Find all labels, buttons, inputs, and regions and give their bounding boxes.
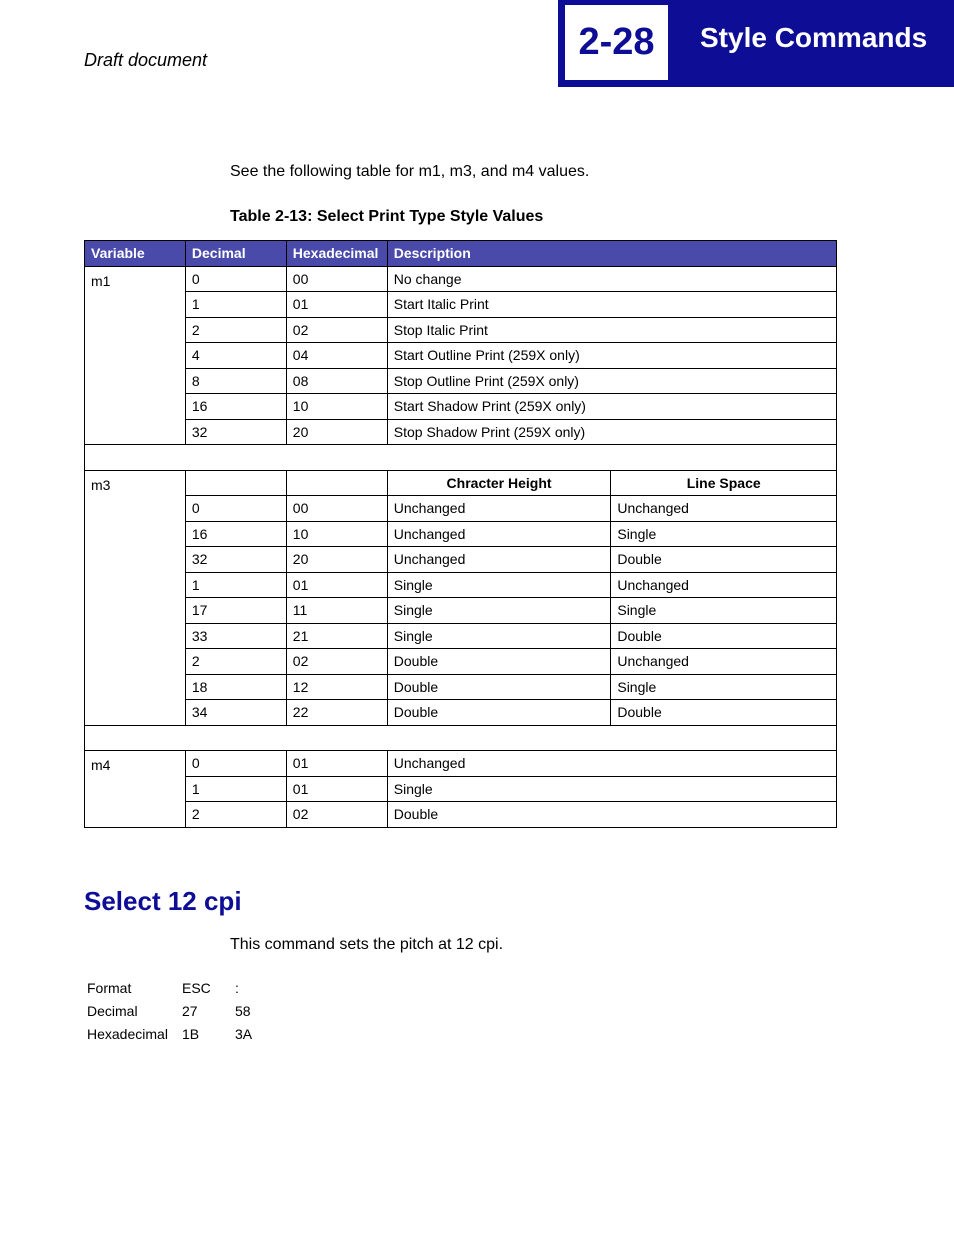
line-space-cell: Unchanged xyxy=(611,649,837,675)
description-cell: Stop Shadow Print (259X only) xyxy=(387,419,836,445)
format-table xyxy=(84,976,268,1045)
decimal-cell: 1 xyxy=(185,292,286,318)
header-description: Description xyxy=(387,241,836,267)
table-row xyxy=(85,394,837,420)
description-cell: Double xyxy=(387,674,611,700)
hex-cell: 11 xyxy=(286,598,387,624)
format-value-1: 27 xyxy=(182,1002,198,1019)
hex-cell: 21 xyxy=(286,623,387,649)
header-decimal: Decimal xyxy=(185,241,286,267)
decimal-cell: 16 xyxy=(185,521,286,547)
variable-cell: m4 xyxy=(85,751,186,828)
table-row xyxy=(85,572,837,598)
line-space-cell: Single xyxy=(611,598,837,624)
hex-cell: 10 xyxy=(286,394,387,420)
line-space-cell: Unchanged xyxy=(611,572,837,598)
table-row xyxy=(85,598,837,624)
page-number: 2-28 xyxy=(565,5,668,80)
format-label: Format xyxy=(87,979,132,996)
spacer-cell xyxy=(85,445,837,471)
description-cell: Double xyxy=(387,700,611,726)
hex-cell: 12 xyxy=(286,674,387,700)
table-row xyxy=(85,700,837,726)
draft-label: Draft document xyxy=(84,50,208,70)
description-cell: Unchanged xyxy=(387,496,611,522)
hex-cell: 02 xyxy=(286,802,387,828)
table-header-row xyxy=(85,241,837,267)
description-cell: Double xyxy=(387,802,836,828)
hex-cell: 02 xyxy=(286,649,387,675)
decimal-cell: 0 xyxy=(185,496,286,522)
table-row xyxy=(85,751,837,777)
description-cell: Double xyxy=(387,649,611,675)
format-row xyxy=(84,976,268,999)
decimal-cell: 0 xyxy=(185,266,286,292)
table-row xyxy=(85,802,837,828)
table-row xyxy=(85,368,837,394)
description-cell: Single xyxy=(387,598,611,624)
line-space-cell: Double xyxy=(611,623,837,649)
table-row xyxy=(85,649,837,675)
hex-cell: 10 xyxy=(286,521,387,547)
chapter-title: Style Commands xyxy=(700,22,928,53)
hex-cell: 01 xyxy=(286,776,387,802)
hex-cell: 20 xyxy=(286,547,387,573)
hex-cell: 02 xyxy=(286,317,387,343)
hex-cell: 08 xyxy=(286,368,387,394)
table-row xyxy=(85,496,837,522)
table-row xyxy=(85,266,837,292)
intro-text: See the following table for m1, m3, and m4 values. xyxy=(230,163,590,180)
description-cell: Stop Italic Print xyxy=(387,317,836,343)
decimal-cell: 32 xyxy=(185,547,286,573)
decimal-cell: 2 xyxy=(185,649,286,675)
decimal-cell: 4 xyxy=(185,343,286,369)
variable-cell: m3 xyxy=(85,470,186,725)
header-hexadecimal: Hexadecimal xyxy=(286,241,387,267)
hex-cell: 04 xyxy=(286,343,387,369)
spacer-row xyxy=(85,445,837,471)
empty-cell xyxy=(286,470,387,496)
header-variable: Variable xyxy=(85,241,186,267)
decimal-cell: 32 xyxy=(185,419,286,445)
line-space-cell: Unchanged xyxy=(611,496,837,522)
format-label: Decimal xyxy=(87,1002,138,1019)
decimal-cell: 33 xyxy=(185,623,286,649)
format-value-2: 58 xyxy=(235,1002,251,1019)
table-row xyxy=(85,623,837,649)
format-value-2: : xyxy=(235,979,239,996)
format-label: Hexadecimal xyxy=(87,1025,168,1042)
hex-cell: 00 xyxy=(286,266,387,292)
table-row xyxy=(85,470,837,496)
decimal-cell: 0 xyxy=(185,751,286,777)
table-row xyxy=(85,547,837,573)
format-value-1: ESC xyxy=(182,979,211,996)
table-row xyxy=(85,343,837,369)
table-row xyxy=(85,292,837,318)
hex-cell: 20 xyxy=(286,419,387,445)
format-value-1: 1B xyxy=(182,1025,200,1042)
hex-cell: 01 xyxy=(286,751,387,777)
table-row xyxy=(85,419,837,445)
description-cell: Start Shadow Print (259X only) xyxy=(387,394,836,420)
description-cell: Stop Outline Print (259X only) xyxy=(387,368,836,394)
hex-cell: 01 xyxy=(286,572,387,598)
section-description: This command sets the pitch at 12 cpi. xyxy=(230,936,504,953)
table-row xyxy=(85,776,837,802)
line-space-cell: Single xyxy=(611,674,837,700)
description-cell: Start Outline Print (259X only) xyxy=(387,343,836,369)
hex-cell: 00 xyxy=(286,496,387,522)
format-value-2: 3A xyxy=(235,1025,253,1042)
decimal-cell: 18 xyxy=(185,674,286,700)
line-space-cell: Double xyxy=(611,547,837,573)
decimal-cell: 8 xyxy=(185,368,286,394)
hex-cell: 22 xyxy=(286,700,387,726)
description-cell: Unchanged xyxy=(387,521,611,547)
decimal-cell: 16 xyxy=(185,394,286,420)
decimal-cell: 2 xyxy=(185,802,286,828)
format-row xyxy=(84,999,268,1022)
decimal-cell: 2 xyxy=(185,317,286,343)
decimal-cell: 1 xyxy=(185,572,286,598)
description-cell: Unchanged xyxy=(387,751,836,777)
description-cell: Single xyxy=(387,572,611,598)
spacer-cell xyxy=(85,725,837,751)
section-title: Select 12 cpi xyxy=(84,886,242,916)
line-space-cell: Double xyxy=(611,700,837,726)
description-cell: Unchanged xyxy=(387,547,611,573)
format-row xyxy=(84,1022,268,1045)
description-cell: Single xyxy=(387,623,611,649)
line-space-cell: Single xyxy=(611,521,837,547)
table-row xyxy=(85,674,837,700)
description-cell: No change xyxy=(387,266,836,292)
description-cell: Single xyxy=(387,776,836,802)
table-row xyxy=(85,521,837,547)
variable-cell: m1 xyxy=(85,266,186,445)
empty-cell xyxy=(185,470,286,496)
decimal-cell: 17 xyxy=(185,598,286,624)
decimal-cell: 34 xyxy=(185,700,286,726)
hex-cell: 01 xyxy=(286,292,387,318)
table-caption: Table 2-13: Select Print Type Style Values xyxy=(230,208,544,225)
description-cell: Start Italic Print xyxy=(387,292,836,318)
spacer-row xyxy=(85,725,837,751)
table-row xyxy=(85,317,837,343)
subheader-cell: Line Space xyxy=(611,470,837,496)
decimal-cell: 1 xyxy=(185,776,286,802)
subheader-cell: Chracter Height xyxy=(387,470,611,496)
style-values-table xyxy=(84,240,837,828)
